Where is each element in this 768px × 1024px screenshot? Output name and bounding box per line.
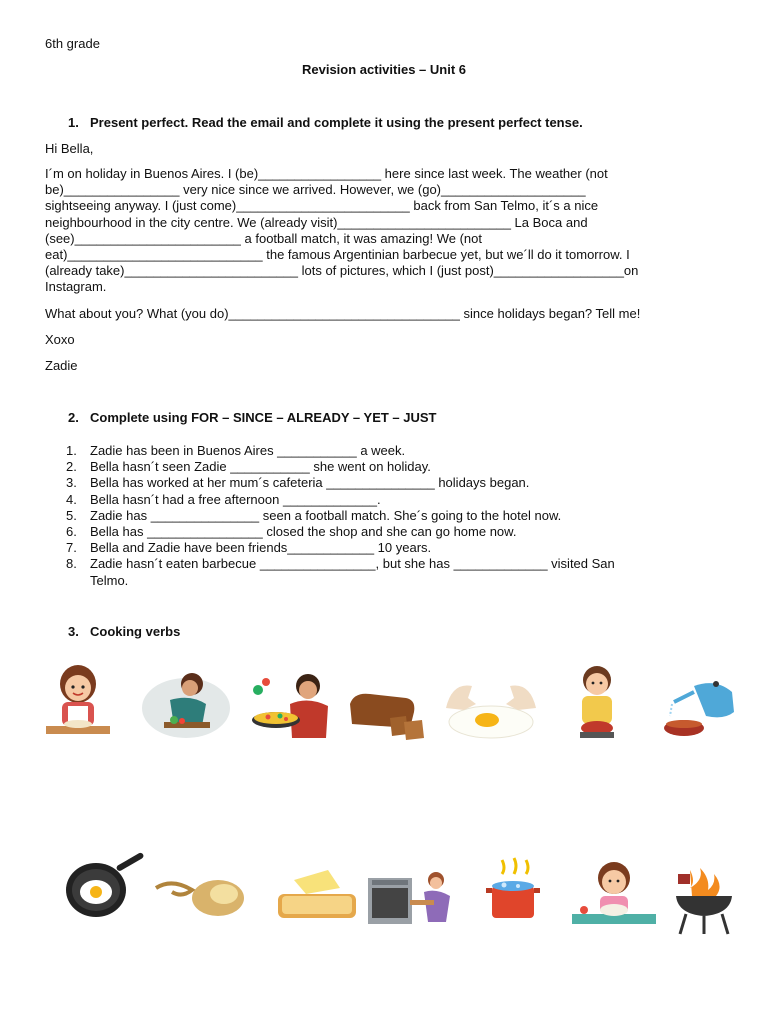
item-text: Zadie has _______________ seen a football match. She´s going to the hotel now. <box>90 507 562 523</box>
item-number: 2. <box>66 459 77 475</box>
exercise-item <box>66 556 726 588</box>
sliced-bread-picture <box>346 688 432 742</box>
email-line: sightseeing anyway. I (just come)________________________ back from San Telmo, it´s a nice <box>45 198 599 214</box>
item-number: 1. <box>66 443 77 458</box>
exercise-item <box>66 492 726 508</box>
item-text: Bella has ________________ closed the shop and she can go home now. <box>90 524 517 540</box>
frying-pan-egg-picture <box>62 850 152 920</box>
item-number: 5. <box>66 507 77 523</box>
item-text: Bella hasn´t seen Zadie ___________ she went on holiday. <box>90 459 431 475</box>
section1-number: 1. <box>68 115 79 130</box>
section1-heading <box>68 115 583 130</box>
item-text: Bella hasn´t had a free afternoon _____________. <box>90 491 381 507</box>
email-line: (see)_______________________ a football match, it was amazing! We (not <box>45 230 482 246</box>
email-signoff: Xoxo <box>45 332 75 347</box>
item-text: Zadie hasn´t eaten barbecue ________________, but she has _____________ visited San <box>90 556 615 572</box>
section2-heading-text: Complete using FOR – SINCE – ALREADY – YET – JUST <box>90 410 437 425</box>
exercise-item <box>66 443 726 459</box>
email-line: neighbourhood in the city centre. We (already visit)________________________ La Boca and <box>45 214 588 230</box>
item-text-continued: Telmo. <box>90 572 129 588</box>
email-line: I´m on holiday in Buenos Aires. I (be)_________________ here since last week. The weather (not <box>45 166 608 181</box>
man-cooking-paella-picture <box>246 668 338 742</box>
barbecue-grill-picture <box>670 866 738 938</box>
kettle-pouring-water-picture <box>654 676 740 742</box>
section3-heading <box>68 624 180 639</box>
email-line: (already take)________________________ lots of pictures, which I (just post)__________________on <box>45 263 639 279</box>
email-line: Instagram. <box>45 279 107 295</box>
woman-baking-oven-picture <box>366 866 460 926</box>
exercise-item <box>66 459 726 475</box>
email-greeting: Hi Bella, <box>45 141 94 156</box>
item-number: 7. <box>66 540 77 556</box>
woman-chopping-vegetables-picture <box>140 664 232 742</box>
exercise-list <box>66 443 726 589</box>
item-text: Zadie has been in Buenos Aires ___________ a week. <box>90 443 406 458</box>
girl-kneading-dough-picture <box>42 660 114 742</box>
item-number: 6. <box>66 524 77 540</box>
section3-number: 3. <box>68 624 79 639</box>
email-line: be)________________ very nice since we arrived. However, we (go)____________________ <box>45 182 586 198</box>
section2-heading <box>68 410 437 425</box>
email-signature: Zadie <box>45 358 78 373</box>
grade-label: 6th grade <box>45 36 100 51</box>
section2-number: 2. <box>68 410 79 425</box>
item-text: Bella has worked at her mum´s cafeteria _______________ holidays began. <box>90 475 530 491</box>
girl-stirring-pot-picture <box>566 662 628 742</box>
email-question: What about you? What (you do)________________________________ since holidays began? Tell me! <box>45 306 641 321</box>
girl-mixing-bowl-picture <box>570 858 658 926</box>
email-line: eat)___________________________ the famous Argentinian barbecue yet, but we´ll do it tomorrow. I <box>45 247 630 263</box>
exercise-item <box>66 508 726 524</box>
boiling-pot-picture <box>484 856 542 924</box>
item-number: 8. <box>66 556 77 572</box>
item-text: Bella and Zadie have been friends____________ 10 years. <box>90 540 432 556</box>
exercise-item <box>66 475 726 491</box>
item-number: 3. <box>66 475 77 491</box>
page-title: Revision activities – Unit 6 <box>301 62 466 77</box>
peeled-potato-picture <box>152 872 248 920</box>
section1-heading-text: Present perfect. Read the email and complete it using the present perfect tense. <box>90 115 583 130</box>
section3-heading-text: Cooking verbs <box>90 624 181 639</box>
email-body <box>45 166 725 296</box>
butter-on-toast-picture <box>272 864 360 924</box>
exercise-item <box>66 524 726 540</box>
cracked-egg-picture <box>440 678 542 742</box>
exercise-item <box>66 540 726 556</box>
item-number: 4. <box>66 491 77 507</box>
